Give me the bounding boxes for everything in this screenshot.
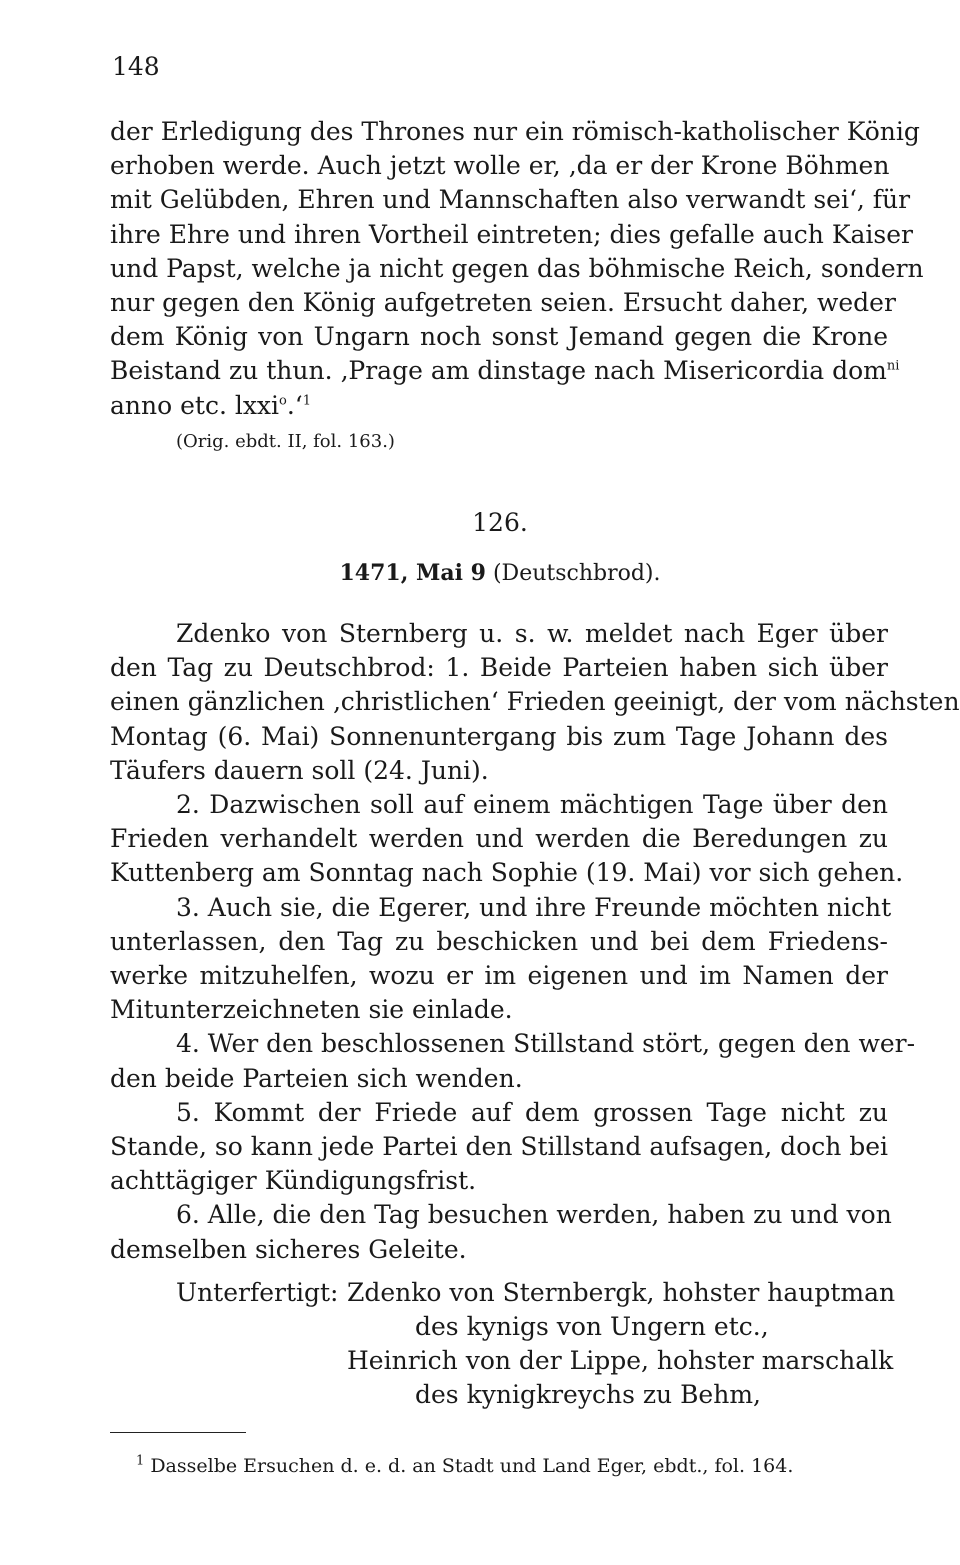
text-line: Kuttenberg am Sonntag nach Sophie (19. Mai) vor sich gehen. <box>110 858 904 888</box>
footnote <box>136 1455 793 1477</box>
text-line: Täufers dauern soll (24. Juni). <box>110 755 489 785</box>
signature-line-1: Zdenko von Sternbergk, hohster hauptman <box>347 1278 896 1307</box>
text-line: und Papst, welche ja nicht gegen das böhmische Reich, sondern <box>110 253 924 283</box>
text-line: Beistand zu thun. ‚Prage am dinstage nach Misericordia dom$^{ni}$ <box>110 356 900 386</box>
text-line: demselben sicheres Geleite. <box>110 1234 467 1264</box>
text-line: den Tag zu Deutschbrod: 1. Beide Parteien haben sich über <box>110 653 888 683</box>
text-line: einen gänzlichen ‚christlichen‘ Frieden geeinigt, der vom nächsten <box>110 687 960 717</box>
footnote-text: Dasselbe Ersuchen d. e. d. an Stadt und Land Eger, ebdt., fol. 164. <box>150 1455 794 1477</box>
superscript-o: o <box>279 393 287 409</box>
superscript-ni: ni <box>886 359 900 375</box>
text-line: erhoben werde. Auch jetzt wolle er, ‚da er der Krone Böhmen <box>110 151 890 181</box>
footnote-divider <box>110 1432 246 1433</box>
signature-line-2: des kynigs von Ungern etc., <box>415 1312 769 1341</box>
text-line: 6. Alle, die den Tag besuchen werden, haben zu und von <box>176 1200 892 1230</box>
text-line: dem König von Ungarn noch sonst Jemand gegen die Krone <box>110 322 888 352</box>
text-line: Zdenko von Sternberg u. s. w. meldet nach Eger über <box>176 619 888 648</box>
footnote-reference: 1 <box>302 393 312 409</box>
text-line: Mitunterzeichneten sie einlade. <box>110 995 513 1025</box>
footnote-marker: 1 <box>136 1453 145 1469</box>
text-line: den beide Parteien sich wenden. <box>110 1063 523 1093</box>
text-line: der Erledigung des Thrones nur ein römisch-katholischer König <box>110 117 920 146</box>
text-line: mit Gelübden, Ehren und Mannschaften also verwandt sei‘, für <box>110 185 911 215</box>
signature-line-3: Heinrich von der Lippe, hohster marschalk <box>347 1346 894 1375</box>
signature-line-4: des kynigkreychs zu Behm, <box>415 1380 761 1409</box>
top-paragraph <box>110 115 924 423</box>
signature-label: Unterfertigt: <box>176 1278 339 1307</box>
dateline-place: (Deutschbrod). <box>492 561 661 586</box>
text-line: Montag (6. Mai) Sonnenuntergang bis zum Tage Johann des <box>110 721 888 751</box>
page-number: 148 <box>112 52 160 81</box>
text-line: 5. Kommt der Friede auf dem grossen Tage nicht zu <box>176 1097 888 1127</box>
document-number: 126. <box>472 508 528 537</box>
text-line: 4. Wer den beschlossenen Stillstand stört, gegen den wer- <box>176 1029 916 1059</box>
text-line: Stande, so kann jede Partei den Stillstand aufsagen, doch bei <box>110 1132 889 1162</box>
source-note: (Orig. ebdt. II, fol. 163.) <box>176 431 395 452</box>
dateline <box>0 560 960 586</box>
text-line: Frieden verhandelt werden und werden die Beredungen zu <box>110 824 888 854</box>
text-line: anno etc. lxxi$^o$.‘$^1$ <box>110 390 312 420</box>
text-line: ihre Ehre und ihren Vortheil eintreten; dies gefalle auch Kaiser <box>110 219 913 249</box>
text-line: nur gegen den König aufgetreten seien. Ersucht daher, weder <box>110 288 896 318</box>
text-line: unterlassen, den Tag zu beschicken und bei dem Friedens- <box>110 926 888 956</box>
dateline-date: 1471, Mai 9 <box>339 560 486 586</box>
text-line: achttägiger Kündigungsfrist. <box>110 1166 477 1196</box>
main-text <box>110 617 960 1267</box>
text-line: werke mitzuhelfen, wozu er im eigenen und im Namen der <box>110 961 888 991</box>
text-line: 3. Auch sie, die Egerer, und ihre Freunde möchten nicht <box>176 892 892 922</box>
text-line: 2. Dazwischen soll auf einem mächtigen Tage über den <box>176 790 888 820</box>
